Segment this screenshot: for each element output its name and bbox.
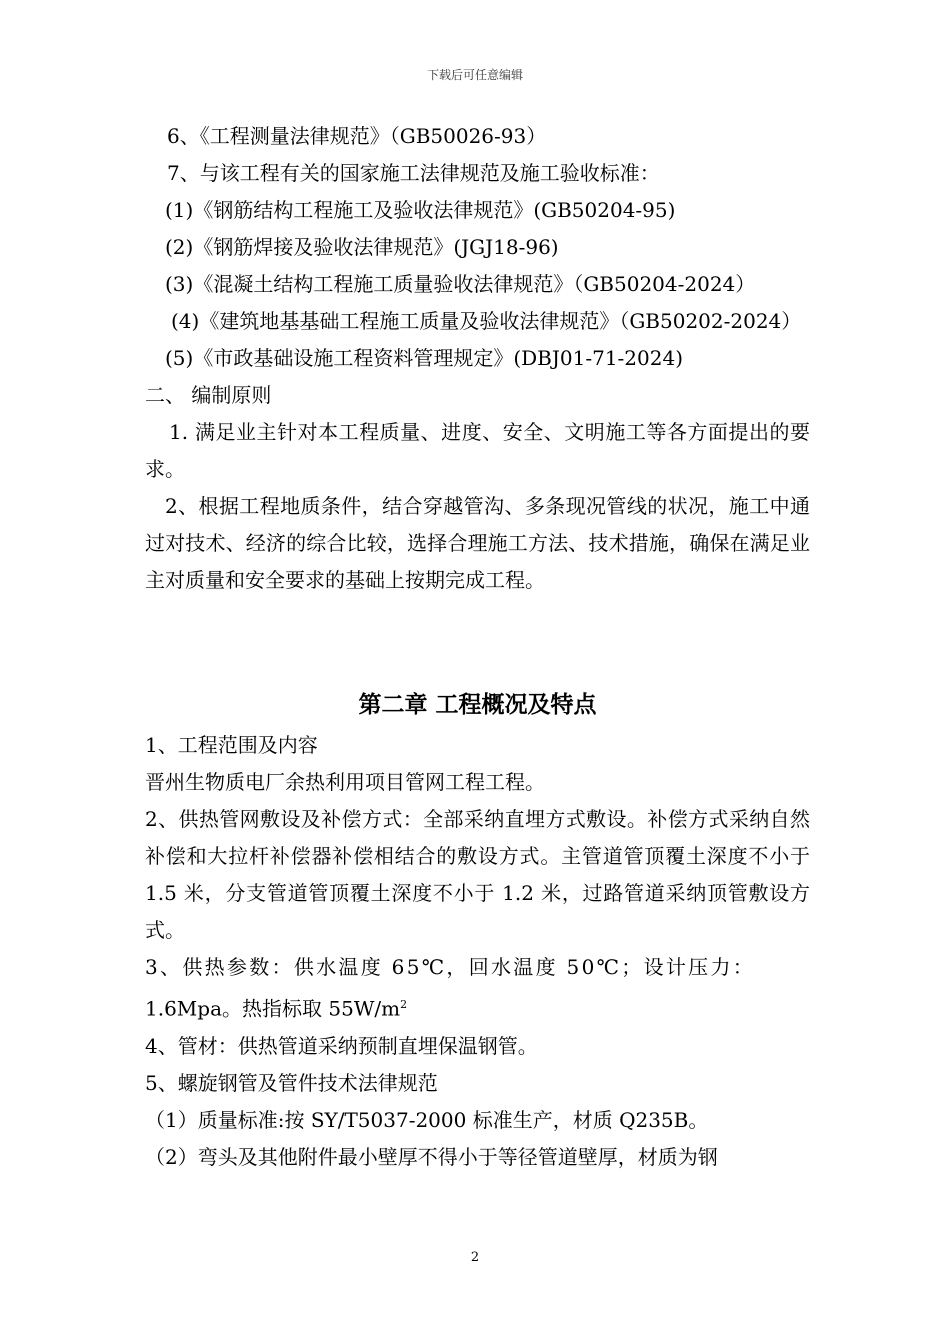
item-5-heading: 5、螺旋钢管及管件技术法律规范 xyxy=(145,1070,438,1095)
standard-sub-4: (4)《建筑地基基础工程施工质量及验收法律规范》（GB50202-2024） xyxy=(171,309,802,333)
item-1-text: 晋州生物质电厂余热利用项目管网工程工程。 xyxy=(145,770,545,794)
standard-sub-5: (5)《市政基础设施工程资料管理规定》(DBJ01-71-2024) xyxy=(165,346,683,370)
item-3-line-2 xyxy=(145,986,810,1028)
principle-paragraph-1: 1. 满足业主针对本工程质量、进度、安全、文明施工等各方面提出的要求。 xyxy=(145,420,810,481)
item-5-sub-2: （2）弯头及其他附件最小壁厚不得小于等径管道壁厚，材质为钢 xyxy=(145,1144,718,1169)
page-header: 下载后可任意编辑 xyxy=(426,68,523,82)
item-3-line-1: 3、供热参数：供水温度 65℃，回水温度 50℃；设计压力： xyxy=(145,955,756,979)
standard-sub-1: (1)《钢筋结构工程施工及验收法律规范》(GB50204-95) xyxy=(165,198,676,222)
document-body xyxy=(145,118,810,1176)
page-number: 2 xyxy=(470,1250,480,1265)
item-2-paragraph: 2、供热管网敷设及补偿方式：全部采纳直埋方式敷设。补偿方式采纳自然补偿和大拉杆补偿器补偿相结合的敷设方式。主管道管顶覆土深度不小于 1.5 米，分支管道管顶覆土深度不小于 1.2 米，过路管道采纳顶管敷设方式。 xyxy=(145,807,810,942)
item-1-heading: 1、工程范围及内容 xyxy=(145,733,318,757)
chapter-title: 第二章 工程概况及特点 xyxy=(358,692,597,718)
standard-sub-2: (2)《钢筋焊接及验收法律规范》(JGJ18-96) xyxy=(165,235,559,259)
section-heading-principles: 二、 编制原则 xyxy=(145,383,272,407)
standard-item-6: 6、《工程测量法律规范》（GB50026-93） xyxy=(167,124,547,148)
principle-paragraph-2: 2、根据工程地质条件，结合穿越管沟、多条现况管线的状况，施工中通过对技术、经济的综合比较，选择合理施工方法、技术措施，确保在满足业主对质量和安全要求的基础上按期完成工程。 xyxy=(145,494,810,592)
standard-item-7: 7、与该工程有关的国家施工法律规范及施工验收标准： xyxy=(167,161,660,185)
item-4-text: 4、管材：供热管道采纳预制直埋保温钢管。 xyxy=(145,1033,538,1058)
unit-superscript: 2 xyxy=(400,998,408,1011)
item-5-sub-1: （1）质量标准:按 SY/T5037-2000 标准生产，材质 Q235B。 xyxy=(145,1107,709,1132)
heat-index-text: 1.6Mpa。热指标取 55W/m xyxy=(145,996,401,1021)
section-spacer xyxy=(145,599,810,679)
standard-sub-3: (3)《混凝土结构工程施工质量验收法律规范》（GB50204-2024） xyxy=(165,272,756,296)
